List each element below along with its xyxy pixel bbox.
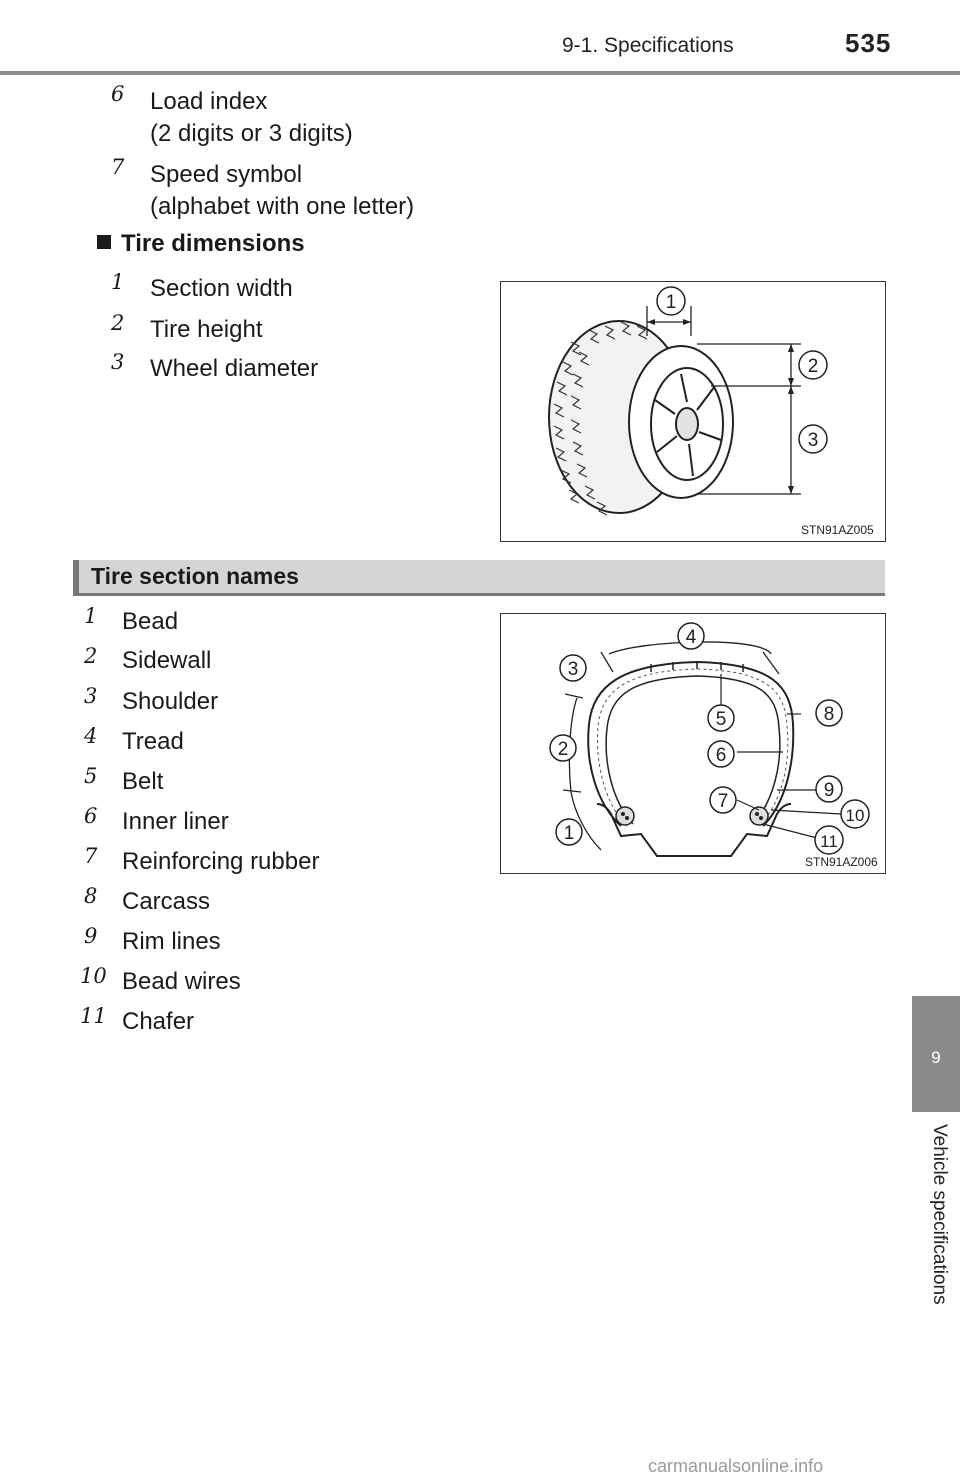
item-label: Carcass bbox=[122, 888, 211, 915]
item-label-detail: (2 digits or 3 digits) bbox=[150, 120, 353, 147]
item-label: Bead wires bbox=[122, 968, 241, 995]
callout-6 bbox=[708, 741, 734, 767]
bead-area bbox=[616, 807, 768, 825]
item-number: 8 bbox=[84, 884, 98, 908]
callout-label: 10 bbox=[845, 806, 865, 825]
item-number: 3 bbox=[84, 684, 98, 708]
item-label: Wheel diameter bbox=[150, 355, 319, 382]
callout-label: 6 bbox=[715, 745, 727, 766]
callout-2 bbox=[799, 351, 827, 379]
callout-4 bbox=[678, 623, 704, 649]
callout-3 bbox=[799, 425, 827, 453]
tire-section-figure bbox=[500, 613, 886, 874]
item-label: Rim lines bbox=[122, 928, 221, 955]
page-number: 535 bbox=[845, 28, 892, 58]
item-label: Chafer bbox=[122, 1008, 195, 1035]
callout-label: 4 bbox=[685, 627, 697, 648]
item-number: 11 bbox=[80, 1004, 107, 1028]
item-label: Shoulder bbox=[122, 688, 219, 715]
item-number: 4 bbox=[84, 724, 98, 748]
item-label: Belt bbox=[122, 768, 164, 795]
item-number: 7 bbox=[111, 155, 125, 179]
item-label: Tread bbox=[122, 728, 184, 755]
chapter-number: 9 bbox=[931, 1048, 941, 1067]
item-label: Load index bbox=[150, 88, 268, 115]
wheel-hub bbox=[676, 408, 698, 440]
tire-section-heading: Tire section names bbox=[91, 563, 299, 589]
callout-10 bbox=[841, 800, 869, 828]
item-number: 3 bbox=[111, 350, 125, 374]
item-number: 1 bbox=[111, 270, 125, 294]
chapter-title: Vehicle specifications bbox=[929, 1124, 950, 1305]
callout-8 bbox=[816, 700, 842, 726]
callout-label: 9 bbox=[823, 780, 835, 801]
item-label: Inner liner bbox=[122, 808, 229, 835]
callout-2 bbox=[550, 735, 576, 761]
callout-label: 3 bbox=[807, 430, 819, 451]
item-number: 6 bbox=[111, 82, 125, 106]
callout-label: 8 bbox=[823, 704, 835, 725]
callout-1 bbox=[657, 287, 685, 315]
item-number: 2 bbox=[111, 311, 125, 335]
callout-label: 1 bbox=[563, 823, 575, 844]
item-number: 5 bbox=[84, 764, 98, 788]
callout-3 bbox=[560, 655, 586, 681]
item-label: Speed symbol bbox=[150, 161, 303, 188]
tread-grooves bbox=[651, 661, 743, 672]
item-number: 1 bbox=[84, 604, 98, 628]
callout-label: 2 bbox=[807, 356, 819, 377]
square-bullet-icon bbox=[97, 235, 111, 249]
tire-dimensions-figure bbox=[500, 281, 886, 542]
item-label: Reinforcing rubber bbox=[122, 848, 320, 875]
heading-text: Tire dimensions bbox=[121, 230, 305, 257]
callout-7 bbox=[710, 787, 736, 813]
callout-label: 7 bbox=[717, 791, 729, 812]
tire-profile-inner bbox=[606, 676, 780, 824]
leader-lines bbox=[721, 674, 841, 838]
item-number: 2 bbox=[84, 644, 98, 668]
tire-section-illustration bbox=[501, 614, 884, 872]
callout-label: 3 bbox=[567, 659, 579, 680]
callout-label: 2 bbox=[557, 739, 569, 760]
item-label: Section width bbox=[150, 275, 293, 302]
callout-11 bbox=[815, 826, 843, 854]
region-markers bbox=[563, 642, 779, 850]
figure-code: STN91AZ006 bbox=[805, 855, 878, 869]
watermark: carmanualsonline.info bbox=[648, 1456, 824, 1476]
figure-code: STN91AZ005 bbox=[801, 523, 874, 537]
item-label-detail: (alphabet with one letter) bbox=[150, 193, 415, 220]
item-number: 6 bbox=[84, 804, 98, 828]
callout-5 bbox=[708, 705, 734, 731]
tire-dimensions-illustration bbox=[501, 282, 884, 540]
callout-label: 5 bbox=[715, 709, 727, 730]
callout-label: 11 bbox=[820, 832, 838, 851]
tire-dimensions-heading bbox=[97, 230, 305, 258]
item-number: 9 bbox=[84, 924, 98, 948]
header-rule bbox=[0, 71, 960, 75]
section-title: 9-1. Specifications bbox=[562, 34, 734, 57]
item-label: Sidewall bbox=[122, 647, 212, 674]
item-number: 10 bbox=[80, 964, 107, 988]
callout-1 bbox=[556, 819, 582, 845]
item-label: Bead bbox=[122, 608, 179, 635]
item-label: Tire height bbox=[150, 316, 263, 343]
callout-9 bbox=[816, 776, 842, 802]
item-number: 7 bbox=[84, 844, 98, 868]
callout-label: 1 bbox=[665, 292, 677, 313]
